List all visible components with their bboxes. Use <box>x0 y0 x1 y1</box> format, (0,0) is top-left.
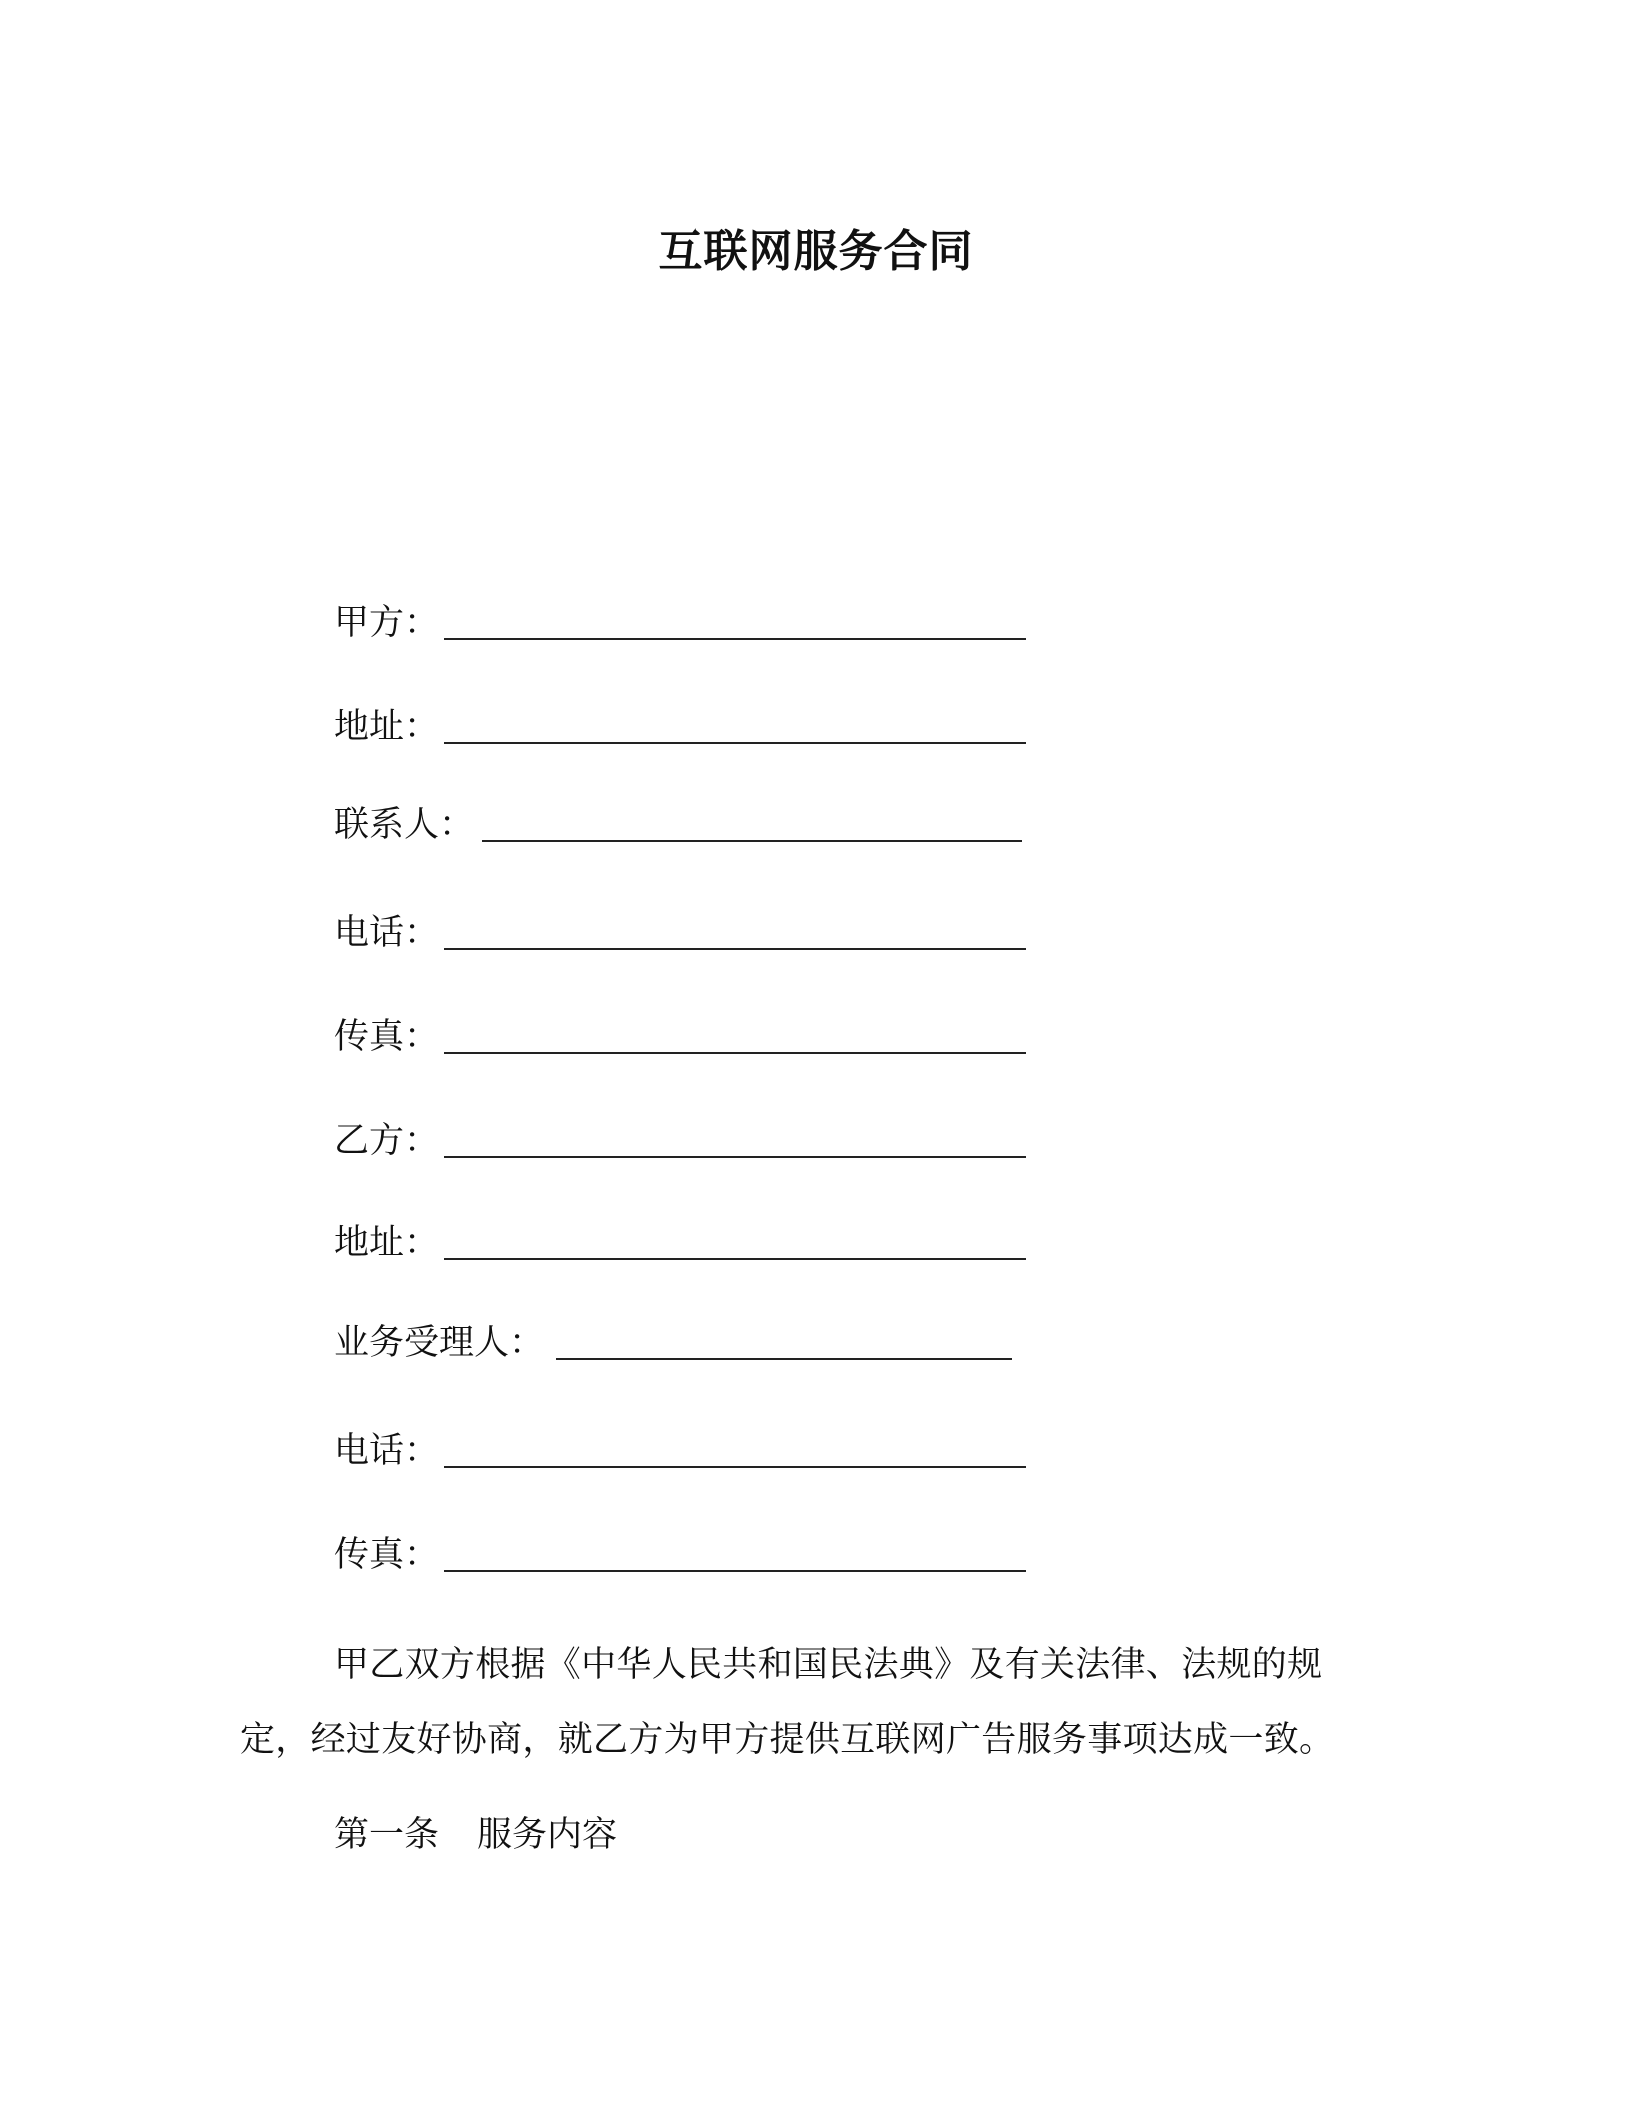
party-a-phone-blank-line[interactable] <box>444 948 1026 950</box>
party-b-phone-blank-line[interactable] <box>444 1466 1026 1468</box>
party-a-phone-label: 电话： <box>334 913 440 953</box>
party-a-address-label: 地址： <box>334 707 440 747</box>
party-a-fax-blank-line[interactable] <box>444 1052 1026 1054</box>
party-a-address-field <box>334 702 439 752</box>
party-b-fax-field <box>334 1530 439 1580</box>
party-b-address-blank-line[interactable] <box>444 1258 1026 1260</box>
intro-line-2: 定，经过友好协商，就乙方为甲方提供互联网广告服务事项达成一致。 <box>240 1720 1335 1760</box>
party-a-blank-line[interactable] <box>444 638 1026 640</box>
party-b-agent-label: 业务受理人： <box>334 1323 545 1363</box>
intro-paragraph <box>240 1628 1380 1778</box>
party-b-fax-blank-line[interactable] <box>444 1570 1026 1572</box>
party-a-fax-field <box>334 1012 439 1062</box>
party-b-phone-field <box>334 1426 439 1476</box>
party-a-label: 甲方： <box>334 603 440 643</box>
article-one-heading <box>334 1810 617 1860</box>
party-a-field <box>334 598 439 648</box>
document-title: 互联网服务合同 <box>658 226 974 277</box>
article-number: 第一条 <box>334 1815 440 1855</box>
party-a-address-blank-line[interactable] <box>444 742 1026 744</box>
party-a-contact-blank-line[interactable] <box>482 840 1022 842</box>
intro-line-1: 甲乙双方根据《中华人民共和国民法典》及有关法律、法规的规 <box>334 1645 1323 1685</box>
party-a-contact-label: 联系人： <box>334 805 475 845</box>
party-b-field <box>334 1116 439 1166</box>
party-a-phone-field <box>334 908 439 958</box>
party-b-address-field <box>334 1218 439 1268</box>
party-a-contact-field <box>334 800 474 850</box>
party-b-agent-blank-line[interactable] <box>556 1358 1012 1360</box>
party-b-agent-field <box>334 1318 544 1368</box>
party-b-blank-line[interactable] <box>444 1156 1026 1158</box>
party-b-label: 乙方： <box>334 1121 440 1161</box>
article-title: 服务内容 <box>477 1815 618 1855</box>
party-b-address-label: 地址： <box>334 1223 440 1263</box>
party-b-fax-label: 传真： <box>334 1535 440 1575</box>
party-a-fax-label: 传真： <box>334 1017 440 1057</box>
party-b-phone-label: 电话： <box>334 1431 440 1471</box>
